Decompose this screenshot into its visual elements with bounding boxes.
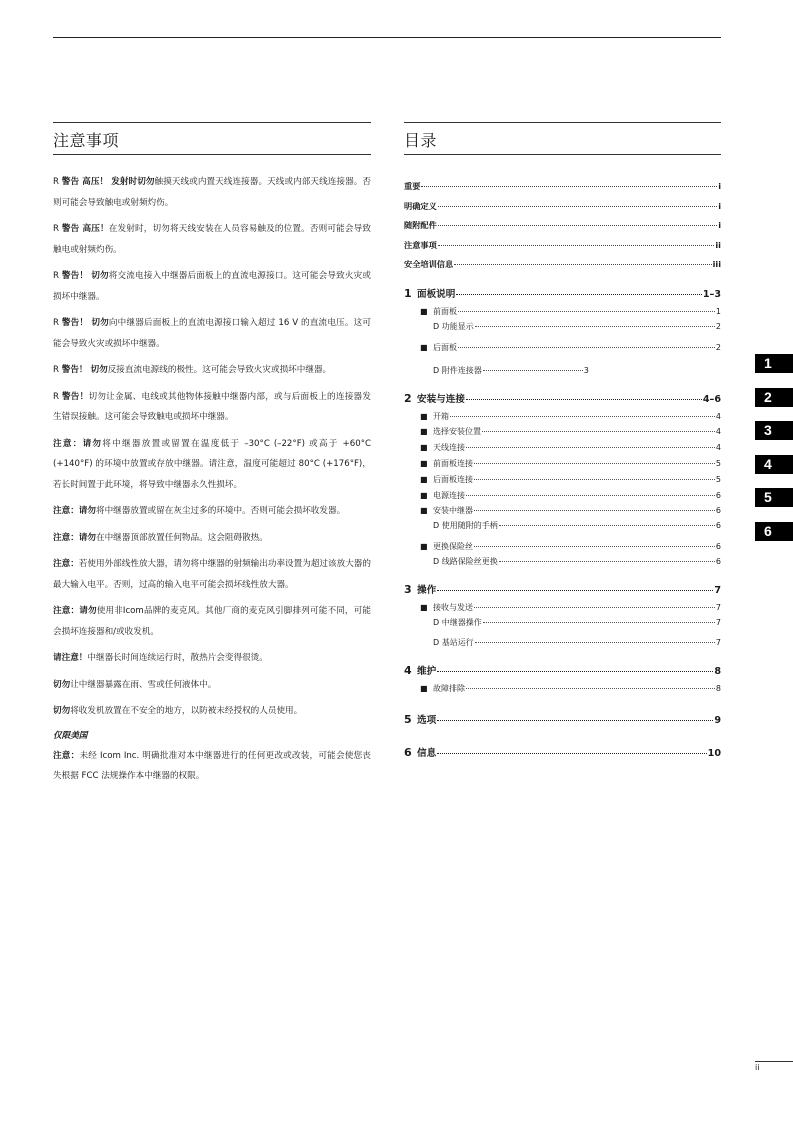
- toc-entry-label: 随附配件: [404, 220, 437, 231]
- toc-entry-page: 6: [715, 542, 721, 552]
- toc-chapter-page: 7: [714, 584, 721, 596]
- toc-section-entry[interactable]: [404, 340, 721, 356]
- precaution-text: 将收发机放置在不安全的地方，以防被未经授权的人员使用。: [70, 706, 303, 716]
- chapter-tab-1[interactable]: 1: [755, 354, 793, 373]
- toc-leader: [437, 753, 706, 754]
- toc-leader: [437, 671, 713, 672]
- toc-section-entry[interactable]: [404, 488, 721, 504]
- toc-entry-page: 6: [715, 490, 721, 500]
- toc-entry-page: 8: [715, 683, 721, 693]
- toc-entry-page: 2: [715, 342, 721, 352]
- chapter-tabs: [755, 354, 793, 555]
- toc-entry-page: 7: [715, 617, 721, 627]
- toc-leader: [438, 206, 717, 207]
- precaution-item: [53, 675, 371, 696]
- toc-section-entry[interactable]: [404, 304, 721, 320]
- precaution-item: [53, 501, 371, 522]
- square-bullet-icon: ■: [420, 683, 428, 693]
- precaution-label: 警告 高压！: [61, 224, 109, 234]
- toc-leader: [474, 546, 715, 547]
- toc-chapter-entry[interactable]: [404, 744, 721, 763]
- toc-leader: [466, 399, 702, 400]
- toc-leader: [438, 245, 715, 246]
- toc-leader: [483, 622, 715, 623]
- toc-entry-label: 明确定义: [404, 200, 437, 211]
- toc-entry-label: D 功能显示: [433, 321, 474, 331]
- toc-entry-label: 接收与发送: [433, 602, 473, 612]
- us-only-heading: 仅限美国: [53, 730, 88, 741]
- toc-section-entry[interactable]: [404, 456, 721, 472]
- toc-entry-page: 5: [715, 458, 721, 468]
- warning-marker: R: [53, 224, 59, 234]
- precaution-label: 请注意！: [53, 653, 88, 663]
- precautions-section: [53, 122, 371, 793]
- precaution-item: [53, 601, 371, 642]
- toc-chapter-number: 3: [404, 582, 412, 596]
- precaution-text: 在中继器顶部放置任何物品。这会阻碍散热。: [95, 532, 268, 543]
- toc-section-entry[interactable]: [404, 600, 721, 616]
- toc-chapter-label: 选项: [417, 714, 437, 726]
- toc-chapter-page: 1–3: [702, 288, 721, 300]
- square-bullet-icon: ■: [420, 427, 428, 437]
- toc-entry-page: 3: [583, 365, 589, 375]
- toc-leader: [466, 688, 715, 689]
- square-bullet-icon: ■: [420, 342, 428, 352]
- precaution-text: 将中继器放置或留在灰尘过多的环境中。否则可能会损坏收发器。: [95, 506, 346, 516]
- warning-marker: R: [53, 318, 59, 328]
- section-top-rule: [53, 122, 371, 123]
- toc-leader: [456, 294, 701, 295]
- toc-chapter-label: 安装与连接: [417, 393, 465, 405]
- precaution-label: 警告！ 切勿: [61, 365, 108, 375]
- toc-entry-label: D 使用随附的手柄: [433, 521, 498, 531]
- toc-section-entry[interactable]: [404, 409, 721, 425]
- toc-entry-page: 7: [715, 637, 721, 647]
- toc-section-entry[interactable]: [404, 472, 721, 488]
- us-note: [53, 746, 371, 787]
- toc-entry-label: 电源连接: [433, 490, 465, 500]
- toc-entry-page: 4: [715, 427, 721, 437]
- precaution-label: 注意：请勿: [53, 506, 96, 516]
- toc-front-entry[interactable]: [404, 255, 721, 275]
- toc-leader: [437, 720, 713, 721]
- toc-leader: [475, 642, 715, 643]
- chapter-tab-5[interactable]: 5: [755, 488, 793, 507]
- toc-chapter-entry[interactable]: [404, 711, 721, 730]
- toc-entry-page: 4: [715, 443, 721, 453]
- precaution-text: 触摸天线或内置天线连接器。天线或内部天线连接器。否则可能会导致触电或射频灼伤。: [53, 177, 371, 208]
- toc-leader: [474, 510, 715, 511]
- warning-marker: R: [53, 365, 59, 375]
- toc-leader: [458, 311, 715, 312]
- toc-leader: [475, 326, 715, 327]
- toc-entry-page: 1: [715, 306, 721, 316]
- toc-front-entry[interactable]: [404, 197, 721, 217]
- toc-leader: [474, 479, 715, 480]
- toc-chapter-number: 1: [404, 286, 412, 300]
- toc-entry-page: 5: [715, 474, 721, 484]
- toc-entry-page: iii: [712, 259, 721, 270]
- toc-entry-page: 6: [715, 521, 721, 531]
- toc-entry-label: 天线连接: [433, 443, 465, 453]
- precaution-label: 警告！: [61, 391, 89, 402]
- toc-chapter-label: 维护: [417, 665, 437, 677]
- precaution-item: [53, 648, 371, 669]
- precaution-item: [53, 266, 371, 307]
- toc-chapter-number: 5: [404, 712, 412, 726]
- toc-front-entry[interactable]: [404, 177, 721, 197]
- precaution-item: [53, 219, 371, 260]
- square-bullet-icon: ■: [420, 306, 428, 316]
- precaution-text: 向中继器后面板上的直流电源接口输入超过 16 V 的直流电压。这可能会导致火灾或损坏中继器。: [53, 318, 371, 349]
- precaution-label: 警告！ 切勿: [61, 271, 109, 281]
- toc-title: 目录: [404, 130, 721, 155]
- precaution-item: [53, 313, 371, 354]
- toc-section-entry[interactable]: [404, 681, 721, 697]
- toc-entry-page: i: [718, 181, 721, 191]
- toc-leader: [483, 370, 583, 371]
- precaution-item: [53, 360, 371, 381]
- toc-leader: [454, 264, 711, 265]
- toc-entry-label: 更换保险丝: [433, 542, 473, 552]
- square-bullet-icon: ■: [420, 602, 428, 612]
- toc-chapter-page: 10: [707, 747, 721, 759]
- toc-entry-label: 故障排除: [433, 683, 465, 693]
- toc-leader: [482, 431, 715, 432]
- toc-entry-label: 重要: [404, 181, 421, 191]
- precaution-text: 在发射时，切勿将天线安装在人员容易触及的位置。否则可能会导致触电或射频灼伤。: [53, 224, 371, 255]
- toc-entry-label: D 中继器操作: [433, 617, 482, 627]
- square-bullet-icon: ■: [420, 443, 428, 453]
- toc-chapter-label: 信息: [417, 747, 437, 759]
- toc-leader: [438, 225, 717, 226]
- square-bullet-icon: ■: [420, 490, 428, 500]
- warning-marker: R: [53, 271, 59, 281]
- toc-subsection-entry[interactable]: [404, 364, 721, 378]
- toc-front-entry[interactable]: [404, 236, 721, 256]
- precaution-label: 注意：请勿: [53, 438, 103, 449]
- toc-section-entry[interactable]: [404, 503, 721, 519]
- toc-chapter-entry[interactable]: [404, 285, 721, 304]
- toc-chapter-number: 2: [404, 391, 412, 405]
- precaution-label: 切勿: [53, 679, 71, 690]
- square-bullet-icon: ■: [420, 542, 428, 552]
- toc-chapter-entry[interactable]: [404, 581, 721, 600]
- precaution-label: 注意：请勿: [53, 606, 97, 616]
- toc-chapter-page: 4–6: [702, 393, 721, 405]
- precaution-text: 中继器长时间连续运行时，散热片会变得很烫。: [87, 653, 268, 663]
- precaution-text: 切勿让金属、电线或其他物体接触中继器内部，或与后面板上的连接器发生错误接触。这可能会导致触电或损坏中继器。: [53, 391, 371, 422]
- square-bullet-icon: ■: [420, 474, 428, 484]
- toc-entry-label: 前面板: [433, 306, 457, 316]
- toc-leader: [474, 607, 715, 608]
- toc-entry-label: 安全培训信息: [404, 259, 454, 270]
- toc-leader: [437, 590, 713, 591]
- precaution-text: 让中继器暴露在雨、雪或任何液体中。: [70, 679, 217, 690]
- toc-section-entry[interactable]: [404, 424, 721, 440]
- square-bullet-icon: ■: [420, 506, 428, 516]
- toc-leader: [458, 347, 715, 348]
- toc-entry-page: 6: [715, 556, 721, 566]
- chapter-tab-4[interactable]: 4: [755, 455, 793, 474]
- toc-entry-label: D 附件连接器: [433, 365, 482, 375]
- toc-chapter-page: 8: [714, 665, 721, 677]
- precaution-text: 使用非Icom品牌的麦克风。其他厂商的麦克风引脚排列可能不同，可能会损坏连接器和/或收发机。: [53, 606, 371, 637]
- toc-section-entry[interactable]: [404, 440, 721, 456]
- footer-rule: [755, 1061, 793, 1062]
- section-top-rule: [404, 122, 721, 123]
- toc-section-entry[interactable]: [404, 539, 721, 555]
- toc-chapter-entry[interactable]: [404, 662, 721, 681]
- toc-subsection-entry[interactable]: [404, 555, 721, 569]
- toc-entry-page: ii: [715, 239, 721, 250]
- precaution-label: 切勿: [53, 706, 71, 716]
- precaution-item: [53, 172, 371, 213]
- toc-entry-page: i: [718, 200, 721, 211]
- toc-chapter-number: 4: [404, 663, 412, 677]
- precaution-item: [53, 434, 371, 496]
- toc-entry-page: 6: [715, 506, 721, 516]
- toc-leader: [499, 525, 715, 526]
- chapter-tab-3[interactable]: 3: [755, 421, 793, 440]
- toc-entry-label: D 线路保险丝更换: [433, 556, 498, 566]
- page-number: ii: [755, 1063, 760, 1072]
- toc-entry-page: 2: [715, 321, 721, 331]
- chapter-tab-2[interactable]: 2: [755, 388, 793, 407]
- precaution-text: 将中继器放置或留置在温度低于 –30°C (–22°F) 或高于 +60°C (+140°F) 的环境中放置或存放中继器。请注意，温度可能超过 80°C (+176°F)，若长时间置于此环境，将导致中继器永久性损坏。: [53, 438, 371, 490]
- toc-entry-label: 后面板连接: [433, 474, 473, 484]
- precautions-list: [53, 172, 371, 722]
- toc-entry-page: 4: [715, 411, 721, 421]
- toc-leader: [466, 447, 715, 448]
- precaution-label: 注意：请勿: [53, 532, 96, 543]
- toc-list: [404, 177, 721, 763]
- header-rule: [53, 37, 721, 38]
- toc-front-entry[interactable]: [404, 216, 721, 236]
- precaution-label: 警告！ 切勿: [61, 318, 109, 328]
- toc-leader: [499, 561, 715, 562]
- precaution-text: 反接直流电源线的极性。这可能会导致火灾或损坏中继器。: [107, 365, 332, 375]
- precautions-title: 注意事项: [53, 130, 371, 155]
- precaution-text: 将交流电接入中继器后面板上的直流电源接口。这可能会导致火灾或损坏中继器。: [53, 271, 371, 302]
- toc-subsection-entry[interactable]: [404, 320, 721, 334]
- precaution-item: [53, 528, 371, 549]
- chapter-tab-6[interactable]: 6: [755, 522, 793, 541]
- toc-leader: [450, 416, 715, 417]
- toc-chapter-label: 操作: [417, 584, 437, 596]
- toc-chapter-page: 9: [714, 714, 721, 726]
- us-note-text: 未经 Icom Inc. 明确批准对本中继器进行的任何更改或改装，可能会使您丧失根据 FCC 法规操作本中继器的权限。: [53, 750, 371, 781]
- precaution-text: 若使用外部线性放大器，请勿将中继器的射频输出功率设置为超过该放大器的最大输入电平。否则，过高的输入电平可能会损坏线性放大器。: [53, 559, 371, 590]
- toc-entry-page: 7: [715, 602, 721, 612]
- toc-entry-label: D 基站运行: [433, 637, 474, 647]
- toc-entry-label: 后面板: [433, 342, 457, 352]
- square-bullet-icon: ■: [420, 458, 428, 468]
- toc-entry-label: 开箱: [433, 411, 449, 421]
- square-bullet-icon: ■: [420, 411, 428, 421]
- toc-section: [404, 122, 721, 763]
- precaution-item: [53, 387, 371, 428]
- toc-leader: [466, 495, 715, 496]
- toc-chapter-number: 6: [404, 745, 412, 759]
- toc-subsection-entry[interactable]: [404, 616, 721, 630]
- precaution-label: 注意：: [53, 559, 79, 569]
- precaution-item: [53, 554, 371, 595]
- warning-marker: R: [53, 177, 59, 187]
- precaution-item: [53, 701, 371, 722]
- toc-entry-label: 安装中继器: [433, 506, 473, 516]
- toc-leader: [474, 463, 715, 464]
- warning-marker: R: [53, 391, 59, 402]
- toc-entry-label: 前面板连接: [433, 458, 473, 468]
- toc-subsection-entry[interactable]: [404, 636, 721, 650]
- precaution-label: 警告 高压！ 发射时切勿: [61, 177, 155, 187]
- toc-leader: [421, 186, 717, 187]
- toc-subsection-entry[interactable]: [404, 519, 721, 533]
- toc-entry-label: 注意事项: [404, 239, 437, 250]
- toc-entry-label: 选择安装位置: [433, 427, 481, 437]
- toc-chapter-entry[interactable]: [404, 390, 721, 409]
- toc-entry-page: i: [718, 220, 721, 231]
- toc-chapter-label: 面板说明: [417, 288, 456, 300]
- us-note-label: 注意：: [53, 750, 80, 761]
